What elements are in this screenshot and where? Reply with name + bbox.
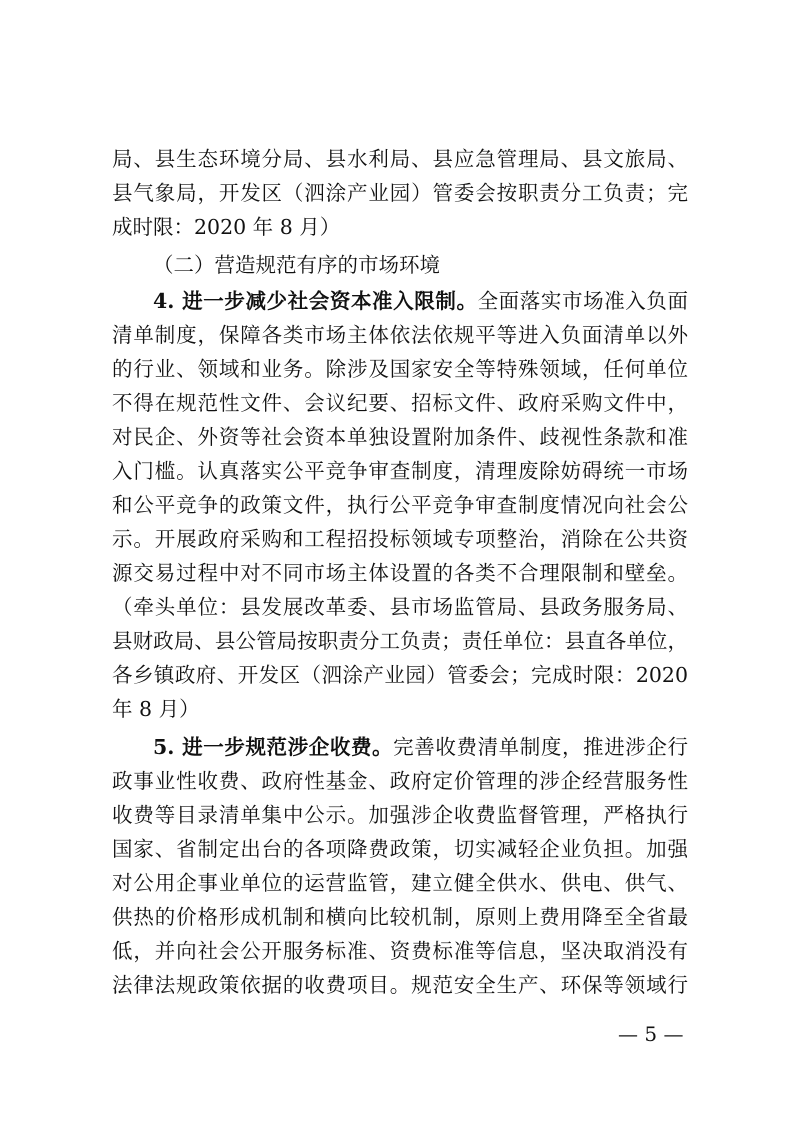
text-line: 和公平竞争的政策文件，执行公平竞争审查制度情况向社会公: [112, 493, 688, 517]
text-line: 成时限：2020 年 8 月）: [112, 215, 341, 239]
item-text: 完善收费清单制度，推进涉企行: [393, 735, 688, 759]
item-heading: 4. 进一步减少社会资本准入限制。: [153, 289, 478, 313]
text-line: 对民企、外资等社会资本单独设置附加条件、歧视性条款和准: [112, 425, 688, 449]
text-line: 示。开展政府采购和工程招投标领域专项整治，消除在公共资: [112, 527, 688, 551]
text-line: 年 8 月）: [112, 697, 200, 721]
text-line: 各乡镇政府、开发区（泗涂产业园）管委会；完成时限：2020: [112, 663, 688, 687]
text-line: 的行业、领域和业务。除涉及国家安全等特殊领域，任何单位: [112, 357, 688, 381]
item-text: 全面落实市场准入负面: [477, 289, 688, 313]
text-line: 县财政局、县公管局按职责分工负责；责任单位：县直各单位，: [112, 629, 688, 653]
text-line: 法律法规政策依据的收费项目。规范安全生产、环保等领域行: [112, 973, 688, 997]
text-line: [153, 730, 688, 764]
section-heading: （二）营造规范有序的市场环境: [153, 253, 440, 277]
text-line: 局、县生态环境分局、县水利局、县应急管理局、县文旅局、: [112, 147, 688, 171]
text-line: 源交易过程中对不同市场主体设置的各类不合理限制和壁垒。: [112, 561, 688, 585]
text-line: 国家、省制定出台的各项降费政策，切实减轻企业负担。加强: [112, 837, 688, 861]
text-line: 供热的价格形成机制和横向比较机制，原则上费用降至全省最: [112, 905, 688, 929]
text-line: [153, 284, 688, 318]
text-line: （牵头单位：县发展改革委、县市场监管局、县政务服务局、: [112, 595, 688, 619]
text-line: 政事业性收费、政府性基金、政府定价管理的涉企经营服务性: [112, 769, 688, 793]
text-line: 不得在规范性文件、会议纪要、招标文件、政府采购文件中，: [112, 391, 688, 415]
text-line: 对公用企事业单位的运营监管，建立健全供水、供电、供气、: [112, 871, 688, 895]
text-line: 入门槛。认真落实公平竞争审查制度，清理废除妨碍统一市场: [112, 459, 688, 483]
page-number: — 5 —: [618, 1022, 684, 1046]
text-line: 县气象局，开发区（泗涂产业园）管委会按职责分工负责；完: [112, 181, 688, 205]
text-line: 清单制度，保障各类市场主体依法依规平等进入负面清单以外: [112, 323, 688, 347]
item-heading: 5. 进一步规范涉企收费。: [153, 735, 394, 759]
text-line: 低，并向社会公开服务标准、资费标准等信息，坚决取消没有: [112, 939, 688, 963]
text-line: 收费等目录清单集中公示。加强涉企收费监督管理，严格执行: [112, 803, 688, 827]
